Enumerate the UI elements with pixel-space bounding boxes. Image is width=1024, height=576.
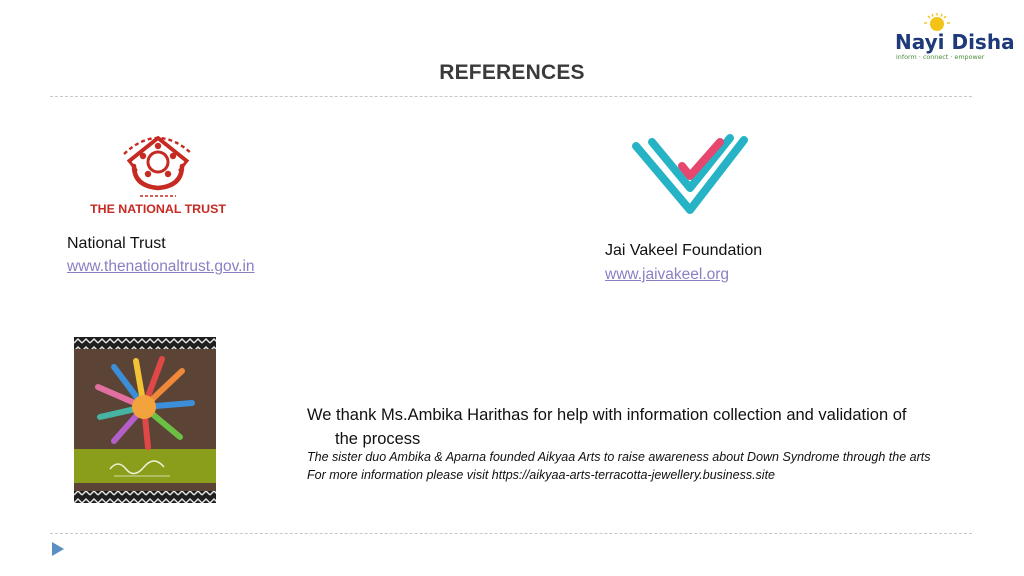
- nayi-disha-logo: [893, 12, 1015, 62]
- sun-icon: [924, 13, 950, 31]
- jai-vakeel-name: Jai Vakeel Foundation: [605, 242, 763, 259]
- acknowledgement-line-2: the process: [335, 430, 421, 448]
- jai-vakeel-link[interactable]: www.jaivakeel.org: [605, 266, 730, 283]
- acknowledgement: [307, 403, 987, 451]
- page-title: REFERENCES: [439, 61, 585, 84]
- jai-vakeel-logo: [624, 130, 756, 226]
- national-trust-logo-text: THE NATIONAL TRUST: [90, 202, 226, 216]
- brand-name: Nayi Disha: [895, 30, 1015, 54]
- national-trust-logo: [76, 122, 240, 218]
- acknowledgement-line-1: We thank Ms.Ambika Harithas for help with information collection and validation of: [307, 406, 907, 424]
- aikyaa-arts-image: [74, 337, 216, 503]
- bottom-divider: [50, 533, 972, 534]
- play-arrow-icon[interactable]: [51, 541, 65, 557]
- top-divider: [50, 96, 972, 97]
- national-trust-name: National Trust: [67, 235, 166, 252]
- national-trust-link[interactable]: www.thenationaltrust.gov.in: [67, 258, 255, 275]
- aikyaa-note: The sister duo Ambika & Aparna founded Aikyaa Arts to raise awareness about Down Syndrome through the arts: [307, 450, 931, 464]
- brand-tagline: inform · connect · empower: [896, 53, 985, 61]
- aikyaa-website-note: For more information please visit https://aikyaa-arts-terracotta-jewellery.business.site: [307, 468, 775, 482]
